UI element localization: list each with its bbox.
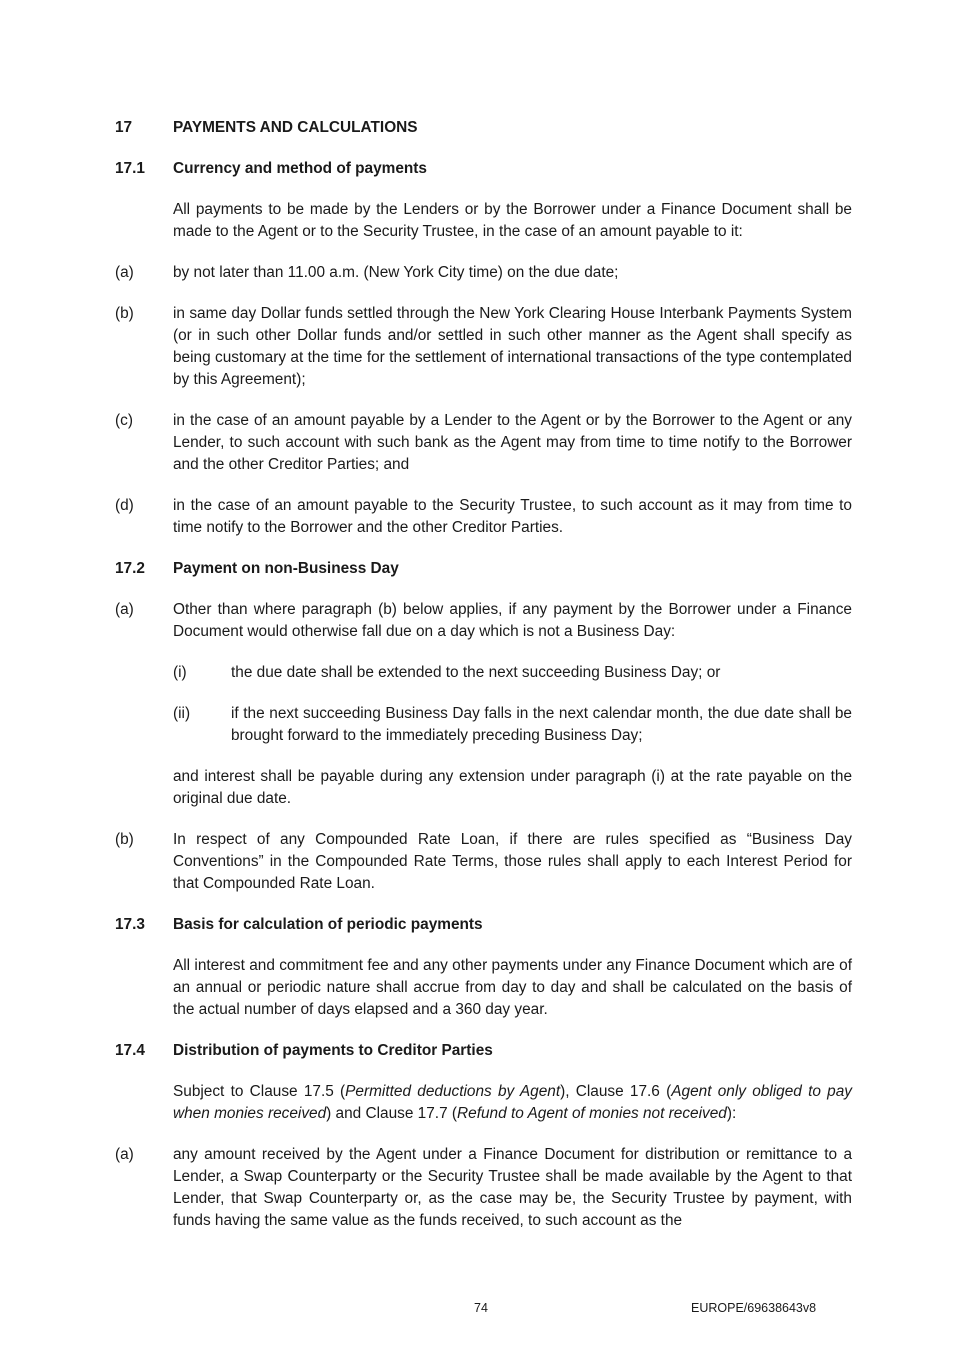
clause-17-2-tail: and interest shall be payable during any extension under paragraph (i) at the rate payable on the original due date. — [173, 768, 852, 807]
clause-17-1-intro: All payments to be made by the Lenders or by the Borrower under a Finance Document shall be made to the Agent or to the Security Trustee, in the case of an amount payable to it: — [173, 201, 852, 240]
clause-17-4-item-a: (a) any amount received by the Agent under a Finance Document for distribution or remittance to a Lender, a Swap Counterparty or the Security Trustee shall be made available by the Agent to that Lender, that Swap Counterparty or, as the case may be, the Security Trustee by payment, with funds having the same value as the funds received, to such account as the — [115, 1146, 852, 1229]
clause-17-2-subitem-i: (i) the due date shall be extended to the next succeeding Business Day; or — [173, 664, 721, 681]
clause-17-2-item-b: (b) In respect of any Compounded Rate Loan, if there are rules specified as “Business Day Conventions” in the Compounded Rate Terms, those rules shall apply to each Interest Period for that Compounded Rate Loan. — [115, 831, 852, 892]
clause-17-4-heading: 17.4 Distribution of payments to Creditor Parties — [115, 1042, 493, 1059]
page-number: 74 — [474, 1301, 488, 1315]
clause-17-1-item-c: (c) in the case of an amount payable by a Lender to the Agent or by the Borrower to the Agent or any Lender, to such account with such bank as the Agent may from time to time notify to the Borrower and the other Creditor Parties; and — [115, 412, 852, 473]
section-number: 17 — [115, 119, 133, 136]
document-page — [115, 117, 852, 1232]
clause-17-3-heading: 17.3 Basis for calculation of periodic payments — [115, 916, 483, 933]
section-title: PAYMENTS AND CALCULATIONS — [173, 119, 418, 136]
clause-17-2-subitem-ii: (ii) if the next succeeding Business Day falls in the next calendar month, the due date shall be brought forward to the immediately preceding Business Day; — [173, 705, 852, 744]
clause-17-2-item-a: (a) Other than where paragraph (b) below applies, if any payment by the Borrower under a Finance Document would otherwise fall due on a day which is not a Business Day: — [115, 601, 852, 640]
clause-17-1-item-b: (b) in same day Dollar funds settled through the New York Clearing House Interbank Payments System (or in such other Dollar funds and/or settled in such other manner as the Agent shall specify as being customary at the time for the settlement of international transactions of the type contemplated by this Agreement); — [115, 305, 852, 388]
clause-17-1-item-d: (d) in the case of an amount payable to the Security Trustee, to such account as it may from time to time notify to the Borrower and the other Creditor Parties. — [115, 497, 852, 536]
document-reference: EUROPE/69638643v8 — [691, 1301, 817, 1315]
clause-17-1-item-a: (a) by not later than 11.00 a.m. (New York City time) on the due date; — [115, 264, 619, 281]
clause-17-1-heading: 17.1 Currency and method of payments — [115, 160, 427, 177]
clause-17-4-intro: Subject to Clause 17.5 (Permitted deductions by Agent), Clause 17.6 (Agent only obliged to pay when monies received) and Clause 17.7 (Refund to Agent of monies not received): — [173, 1083, 852, 1122]
section-heading — [115, 117, 852, 139]
clause-17-3-text: All interest and commitment fee and any other payments under any Finance Document which are of an annual or periodic nature shall accrue from day to day and shall be calculated on the basis of the actual number of days elapsed and a 360 day year. — [173, 957, 852, 1018]
clause-17-2-heading: 17.2 Payment on non-Business Day — [115, 560, 399, 577]
